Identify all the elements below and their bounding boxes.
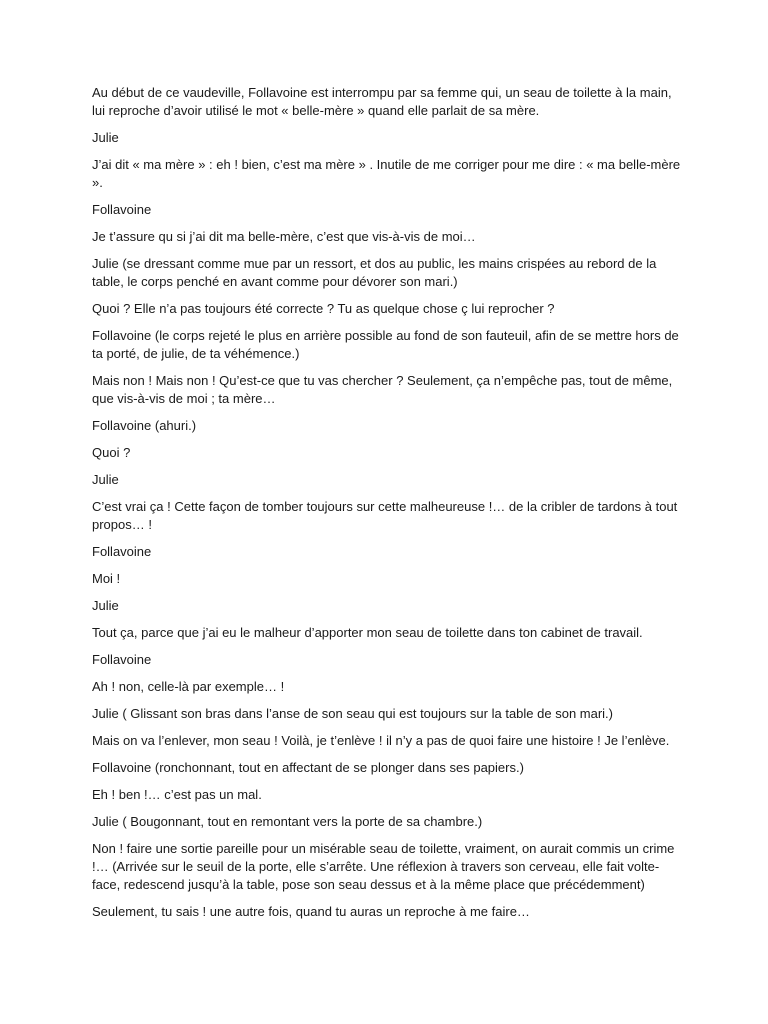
dialogue-line: Je t’assure qu si j’ai dit ma belle-mère, c’est que vis-à-vis de moi… [92, 229, 476, 244]
speaker-follavoine: Follavoine [92, 202, 152, 217]
dialogue-line: J’ai dit « ma mère » : eh ! bien, c’est ma mère » . Inutile de me corriger pour me dire : « ma belle-mère ». [92, 157, 681, 190]
speaker-follavoine-direction: Follavoine (le corps rejeté le plus en arrière possible au fond de son fauteuil, afin de se mettre hors de ta porté, de julie, de ta véhémence.) [92, 328, 679, 361]
dialogue-line: Seulement, tu sais ! une autre fois, quand tu auras un reproche à me faire… [92, 904, 530, 919]
dialogue-line: Mais on va l’enlever, mon seau ! Voilà, je t’enlève ! il n’y a pas de quoi faire une histoire ! Je l’enlève. [92, 733, 670, 748]
speaker-julie-direction: Julie ( Glissant son bras dans l’anse de son seau qui est toujours sur la table de son mari.) [92, 706, 613, 721]
speaker-follavoine: Follavoine [92, 544, 152, 559]
speaker-julie-direction: Julie (se dressant comme mue par un ressort, et dos au public, les mains crispées au rebord de la table, le corps penché en avant comme pour dévorer son mari.) [92, 256, 657, 289]
speaker-follavoine: Follavoine [92, 652, 152, 667]
dialogue-line: C’est vrai ça ! Cette façon de tomber toujours sur cette malheureuse !… de la cribler de tardons à tout propos… ! [92, 499, 678, 532]
speaker-follavoine-direction: Follavoine (ronchonnant, tout en affectant de se plonger dans ses papiers.) [92, 760, 524, 775]
dialogue-line: Eh ! ben !… c’est pas un mal. [92, 787, 262, 802]
dialogue-line: Quoi ? Elle n’a pas toujours été correcte ? Tu as quelque chose ç lui reprocher ? [92, 301, 555, 316]
document-page [92, 84, 682, 930]
speaker-julie-direction: Julie ( Bougonnant, tout en remontant vers la porte de sa chambre.) [92, 814, 483, 829]
speaker-julie: Julie [92, 598, 119, 613]
dialogue-line: Mais non ! Mais non ! Qu’est-ce que tu vas chercher ? Seulement, ça n’empêche pas, tout de même, que vis-à-vis de moi ; ta mère… [92, 373, 673, 406]
dialogue-line: Ah ! non, celle-là par exemple… ! [92, 679, 285, 694]
speaker-julie: Julie [92, 472, 119, 487]
dialogue-line: Moi ! [92, 571, 121, 586]
speaker-follavoine-direction: Follavoine (ahuri.) [92, 418, 197, 433]
dialogue-line: Non ! faire une sortie pareille pour un misérable seau de toilette, vraiment, on aurait commis un crime !… (Arrivée sur le seuil de la porte, elle s’arrête. Une réflexion à travers son cerveau, elle fait volte-face, redescend jusqu’à la table, pose son seau dessus et à la même place que précédemment) [92, 841, 675, 892]
speaker-julie: Julie [92, 130, 119, 145]
dialogue-line: Quoi ? [92, 445, 131, 460]
intro-paragraph: Au début de ce vaudeville, Follavoine est interrompu par sa femme qui, un seau de toilette à la main, lui reproche d’avoir utilisé le mot « belle-mère » quand elle parlait de sa mère. [92, 85, 672, 118]
dialogue-line: Tout ça, parce que j’ai eu le malheur d’apporter mon seau de toilette dans ton cabinet de travail. [92, 625, 643, 640]
